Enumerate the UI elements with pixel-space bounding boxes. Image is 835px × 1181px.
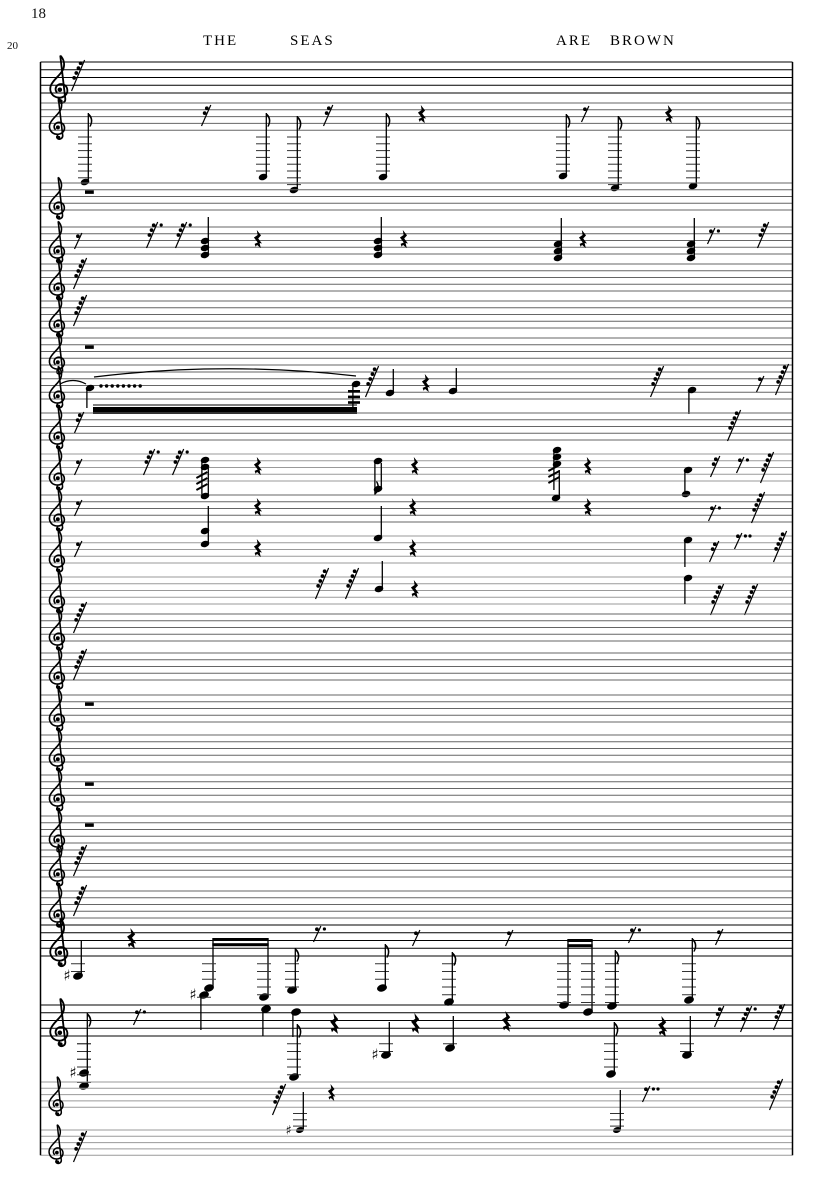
staff-5 [41,258,793,300]
measure-number: 20 [7,40,18,52]
svg-text:♯: ♯ [371,1045,379,1064]
lyric-word: SEAS [290,33,335,49]
svg-text:♯: ♯ [63,966,71,985]
staff-24 [41,1077,793,1139]
lyric-word: BROWN [610,33,676,49]
lyric-word: ARE [556,33,592,49]
staff-25 [41,1125,793,1164]
page-number: 18 [31,6,46,22]
staff-6 [41,295,793,337]
staff-8 [41,364,793,414]
staff-10 [41,446,793,499]
staff-12 [41,506,793,572]
staff-14 [41,602,793,650]
staff-20 [41,844,793,886]
staff-7 [41,332,793,374]
svg-text:♯: ♯ [69,1063,77,1082]
staff-23 [41,986,793,1091]
staff-13 [41,561,793,615]
staff-19 [41,810,793,852]
staff-18 [41,769,793,811]
staff-2 [41,97,793,194]
lyric-word: THE [203,33,239,49]
staff-3 [41,177,793,219]
staff-22 [41,918,793,1016]
svg-text:♯: ♯ [285,1123,292,1139]
staff-17 [41,729,793,771]
staff-16 [41,689,793,731]
staff-1 [41,55,793,103]
staff-21 [41,885,793,927]
staff-4 [41,217,793,263]
svg-text:♯: ♯ [189,985,197,1004]
staff-15 [41,647,793,689]
